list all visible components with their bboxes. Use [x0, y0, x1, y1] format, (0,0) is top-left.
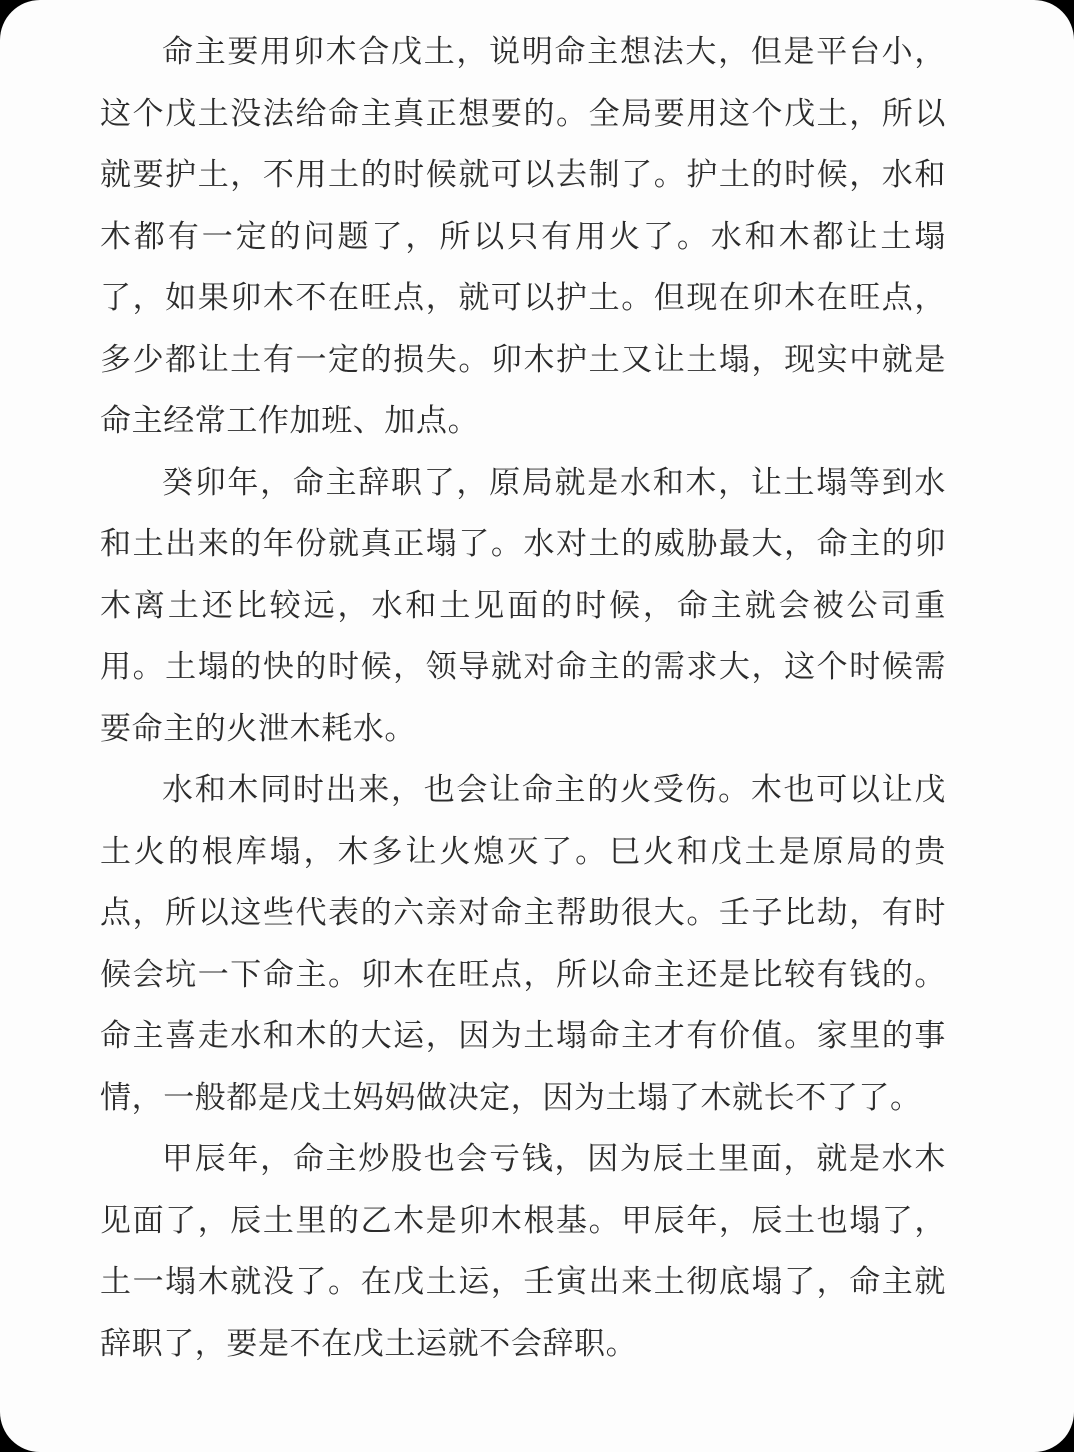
paragraph-4: 甲辰年，命主炒股也会亏钱，因为辰土里面，就是水木见面了，辰土里的乙木是卯木根基。甲辰年，辰土也塌了，土一塌木就没了。在戊土运，壬寅出来土彻底塌了，命主就辞职了，要是不在戊土运就不会辞职。: [100, 1141, 946, 1362]
paragraph-2: 癸卯年，命主辞职了，原局就是水和木，让土塌等到水和土出来的年份就真正塌了。水对土的威胁最大，命主的卯木离土还比较远，水和土见面的时候，命主就会被公司重用。土塌的快的时候，领导就对命主的需求大，这个时候需要命主的火泄木耗水。: [100, 464, 946, 747]
document-body: [100, 22, 946, 1375]
paragraph-3: 水和木同时出来，也会让命主的火受伤。木也可以让戊土火的根库塌，木多让火熄灭了。巳火和戊土是原局的贵点，所以这些代表的六亲对命主帮助很大。壬子比劫，有时候会坑一下命主。卯木在旺点，所以命主还是比较有钱的。命主喜走水和木的大运，因为土塌命主才有价值。家里的事情，一般都是戊土妈妈做决定，因为土塌了木就长不了了。: [100, 772, 946, 1116]
paragraph-1: 命主要用卯木合戊土，说明命主想法大，但是平台小，这个戊土没法给命主真正想要的。全局要用这个戊土，所以就要护土，不用土的时候就可以去制了。护土的时候，水和木都有一定的问题了，所以只有用火了。水和木都让土塌了，如果卯木不在旺点，就可以护土。但现在卯木在旺点，多少都让土有一定的损失。卯木护土又让土塌，现实中就是命主经常工作加班、加点。: [100, 34, 946, 439]
